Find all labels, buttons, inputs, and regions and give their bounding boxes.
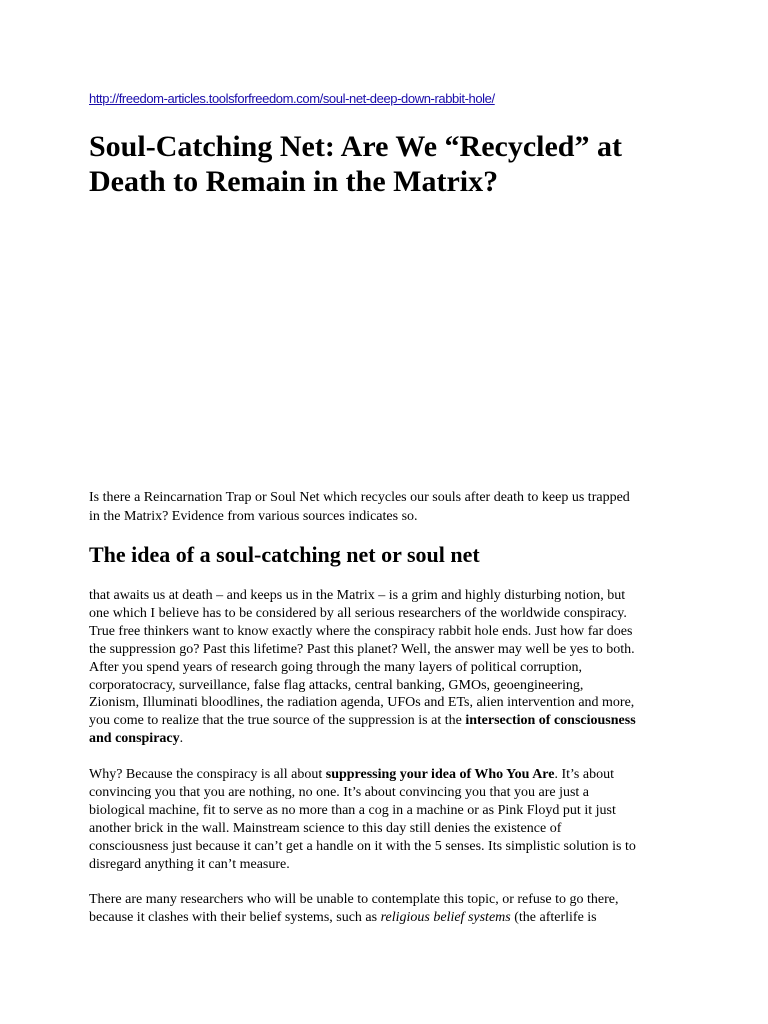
text-line: There are many researchers who will be unable to contemplate this topic, or refuse to go there, [89, 892, 619, 907]
title-line: Death to Remain in the Matrix? [89, 165, 499, 198]
text-run: because it clashes with their belief systems, such as [89, 909, 381, 925]
section-heading: The idea of a soul-catching net or soul net [89, 542, 480, 567]
body-paragraph-3 [89, 891, 689, 927]
body-paragraph-2 [89, 766, 689, 873]
text-line: After you spend years of research going through the many layers of political corruption, [89, 659, 582, 675]
text-run: you come to realize that the true source of the suppression is at the [89, 713, 466, 729]
text-line: that awaits us at death – and keeps us in the Matrix – is a grim and highly disturbing notion, but [89, 588, 626, 603]
text-run: Why? Because the conspiracy is all about [89, 767, 326, 782]
text-run: . It’s about [554, 767, 614, 782]
text-line [89, 730, 689, 748]
article-title [89, 129, 709, 199]
text-run: . [179, 731, 184, 747]
text-line: convincing you that you are nothing, no one. It’s about convincing you that you are just a [89, 784, 590, 800]
bold-text: and conspiracy [89, 731, 180, 747]
text-line: Is there a Reincarnation Trap or Soul Net which recycles our souls after death to keep us trapped [89, 490, 630, 505]
text-line [89, 909, 689, 927]
intro-paragraph [89, 488, 689, 526]
text-line [89, 712, 689, 730]
source-url-link[interactable]: http://freedom-articles.toolsforfreedom.com/soul-net-deep-down-rabbit-hole/ [89, 91, 495, 106]
text-line [89, 766, 689, 784]
text-line: corporatocracy, surveillance, false flag attacks, central banking, GMOs, geoengineering, [89, 677, 584, 693]
text-line: Zionism, Illuminati bloodlines, the radiation agenda, UFOs and ETs, alien intervention and more, [89, 695, 635, 711]
text-run: (the afterlife is [510, 909, 597, 925]
text-line: one which I believe has to be considered by all serious researchers of the worldwide conspiracy. [89, 605, 627, 621]
text-line: biological machine, fit to serve as no more than a cog in a machine or as Pink Floyd put it just [89, 802, 616, 818]
text-line: another brick in the wall. Mainstream science to this day still denies the existence of [89, 820, 562, 836]
text-line: in the Matrix? Evidence from various sources indicates so. [89, 509, 418, 524]
text-line: the suppression go? Past this lifetime? Past this planet? Well, the answer may well be yes to both. [89, 641, 635, 657]
title-line: Soul-Catching Net: Are We “Recycled” at [89, 130, 622, 163]
italic-text: religious belief systems [380, 909, 511, 925]
text-line: True free thinkers want to know exactly where the conspiracy rabbit hole ends. Just how far does [89, 623, 633, 639]
text-line: consciousness just because it can’t get a handle on it with the 5 senses. Its simplistic solution is to [89, 838, 636, 854]
bold-text: suppressing your idea of Who You Are [325, 767, 555, 782]
bold-text: intersection of consciousness [465, 713, 636, 729]
body-paragraph-1 [89, 587, 689, 748]
text-line: disregard anything it can’t measure. [89, 856, 290, 872]
